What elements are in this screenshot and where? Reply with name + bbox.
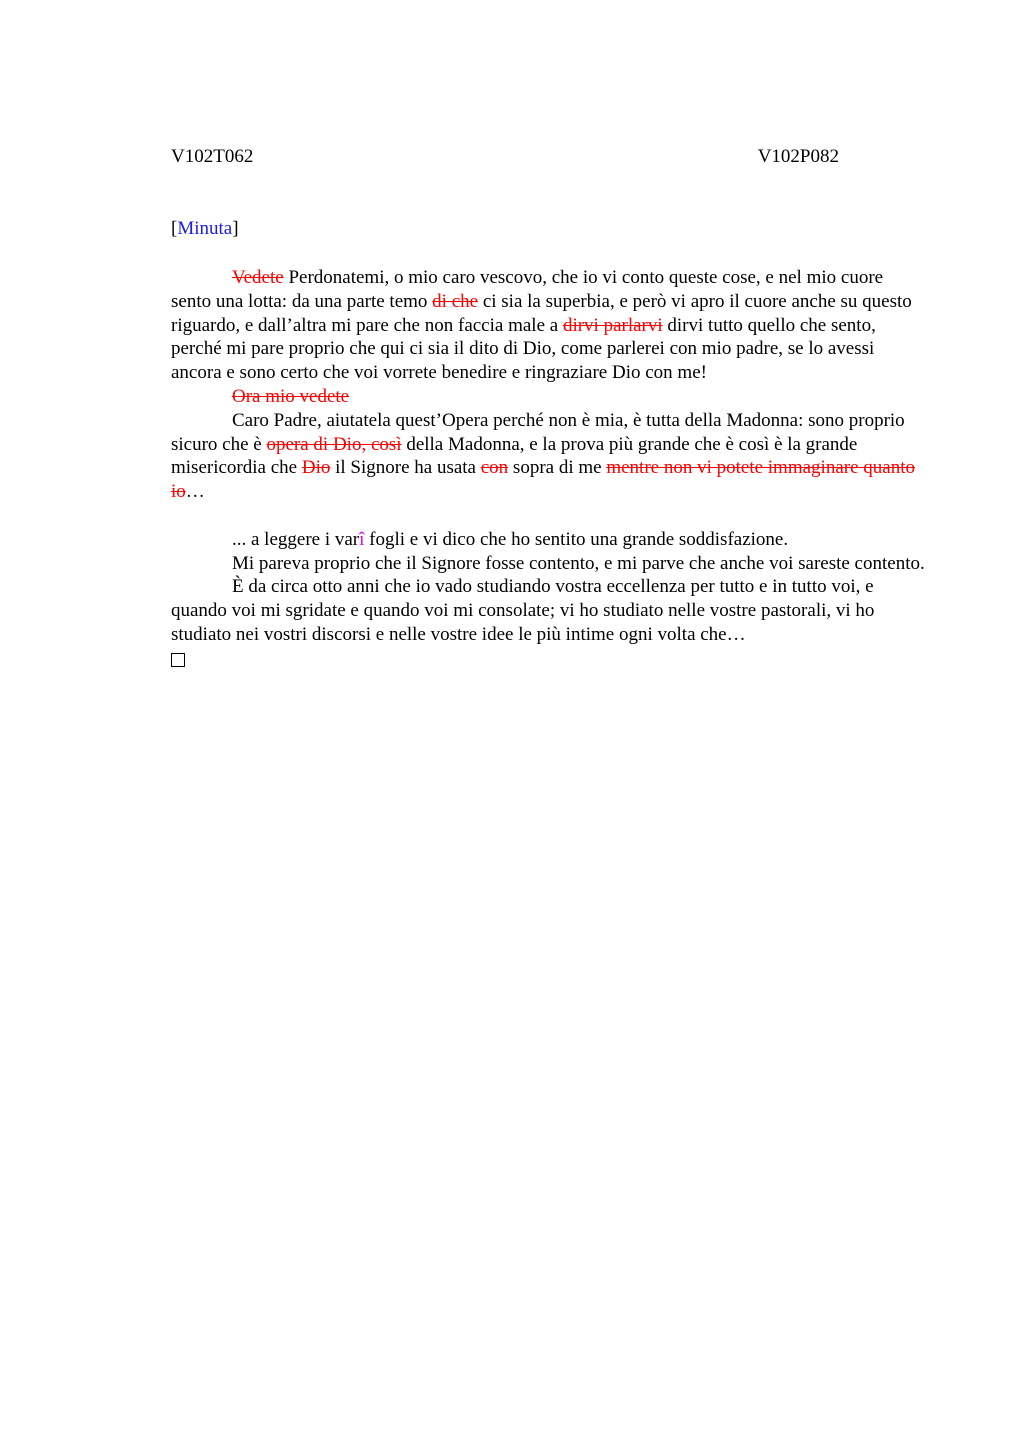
- text-run: della Madonna, e la prova più grande che è così è la grande misericordia che: [171, 433, 858, 479]
- minuta-label: Minuta: [177, 218, 233, 239]
- paragraph-5: [171, 552, 927, 576]
- end-of-text-box-icon: [171, 647, 927, 674]
- text-run: Mi pareva proprio che il Signore fosse contento, e mi parve che anche voi sareste contento.: [232, 552, 925, 574]
- section-label: [171, 218, 239, 240]
- deletion: Vedete: [232, 267, 284, 288]
- deletion: dirvi parlarvi: [562, 314, 663, 336]
- text-run: sopra di me: [508, 457, 607, 479]
- letter-body: [171, 266, 927, 674]
- deletion: di che: [432, 290, 479, 312]
- text-run: dirvi tutto quello che sento, perché mi pare proprio che qui ci sia il dito di Dio, come parlerei con mio padre, se lo avessi ancora e sono certo che voi vorrete benedire e ringraziare Dio con me!: [171, 314, 876, 384]
- deletion: con: [480, 457, 509, 479]
- text-run: il Signore ha usata: [330, 457, 481, 479]
- text-run: È da circa otto anni che io vado studiando vostra eccellenza per tutto e in tutto voi, e quando voi mi sgridate e quando voi mi consolate; vi ho studiato nelle vostre pastorali, vi ho studiato nei vostri discorsi e nelle vostre idee le più intime ogni volta che…: [171, 576, 875, 645]
- paragraph-4: [171, 528, 927, 552]
- paragraph-3: [171, 409, 927, 504]
- text-run: fogli e vi dico che ho sentito una grande soddisfazione.: [364, 528, 789, 550]
- document-code-left: V102T062: [171, 146, 254, 167]
- text-run: Caro Padre, aiutatela quest’Opera perché non è mia, è tutta della Madonna: sono proprio sicuro che è: [171, 409, 905, 455]
- deletion: Dio: [301, 457, 331, 479]
- deletion: Ora mio vedete: [232, 385, 350, 407]
- deletion: mentre non vi potete immaginare quanto io: [171, 457, 915, 503]
- text-run: Perdonatemi, o mio caro vescovo, che io vi conto queste cose, e nel mio cuore sento una lotta: da una parte temo: [171, 267, 884, 312]
- paragraph-2: [171, 385, 927, 409]
- paragraph-6: [171, 575, 927, 646]
- close-bracket: ]: [232, 218, 239, 239]
- document-code-right: V102P082: [757, 146, 839, 167]
- text-run: ci sia la superbia, e però vi apro il cuore anche su questo riguardo, e dall’altra mi pare che non faccia male a: [171, 290, 912, 336]
- editorial-mark: î: [359, 528, 365, 550]
- open-bracket: [: [171, 218, 178, 239]
- paragraph-1: [171, 266, 927, 385]
- text-run: ... a leggere i var: [232, 528, 360, 550]
- text-run: …: [185, 481, 205, 503]
- document-header: [171, 146, 839, 170]
- deletion: opera di Dio, così: [266, 433, 402, 455]
- blank-line: [171, 504, 927, 528]
